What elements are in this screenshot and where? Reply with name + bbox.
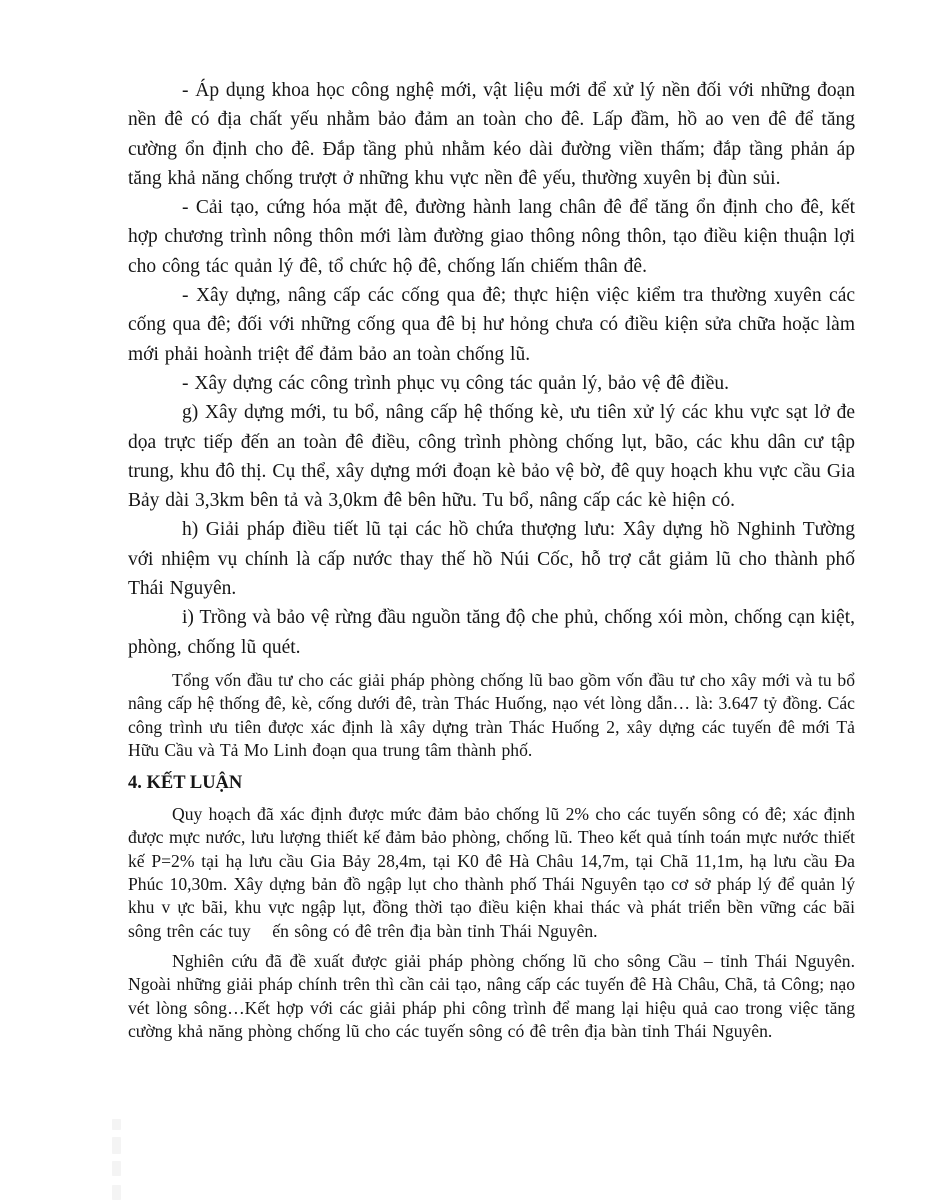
conclusion-heading: 4. KẾT LUẬN — [128, 773, 243, 794]
paragraph-sluice-upgrade: - Xây dựng, nâng cấp các cống qua đê; thực hiện việc kiểm tra thường xuyên các cống qua đê; đối với những cống qua đê bị hư hỏng chưa có điều kiện sửa chữa hoặc làm mới phải hoành triệt để đảm bảo an toàn chống lũ. — [128, 285, 855, 365]
paragraph-dike-surface-upgrade: - Cải tạo, cứng hóa mặt đê, đường hành lang chân đê để tăng ổn định cho đê, kết hợp chương trình nông thôn mới làm đường giao thông nông thôn, tạo điều kiện thuận lợi cho công tác quản lý đê, tổ chức hộ đê, chống lấn chiếm thân đê. — [128, 197, 855, 277]
scan-artifact-mark — [112, 1119, 121, 1130]
paragraph-conclusion-proposed-solutions: Nghiên cứu đã đề xuất được giải pháp phòng chống lũ cho sông Cầu – tỉnh Thái Nguyên. Ngoài những giải pháp chính trên thì cần cải tạo, nâng cấp các tuyến đê Hà Châu, Chã, tả Công; nạo vét lòng sông…Kết hợp với các giải pháp phi công trình để mang lại hiệu quả cao trong việc tăng cường khả năng phòng chống lũ cho các tuyến sông có đê trên địa bàn tỉnh Thái Nguyên. — [128, 950, 855, 1041]
paragraph-management-works: - Xây dựng các công trình phục vụ công tác quản lý, bảo vệ đê điều. — [182, 372, 730, 394]
paragraph-reservoir-regulation-h: h) Giải pháp điều tiết lũ tại các hồ chứa thượng lưu: Xây dựng hồ Nghinh Tường với nhiệm vụ chính là cấp nước thay thế hồ Núi Cốc, hỗ trợ cắt giảm lũ cho thành phố Thái Nguyên. — [128, 519, 855, 600]
scan-artifact-mark — [112, 1161, 121, 1176]
paragraph-forest-protection-i: i) Trồng và bảo vệ rừng đầu nguồn tăng độ che phủ, chống xói mòn, chống cạn kiệt, phòng, chống lũ quét. — [128, 607, 855, 658]
paragraph-total-investment: Tổng vốn đầu tư cho các giải pháp phòng chống lũ bao gồm vốn đầu tư cho xây mới và tu bổ nâng cấp hệ thống đê, kè, cống dưới đê, tràn Thác Huống, nạo vét lòng dẫn… là: 3.647 tỷ đồng. Các công trình ưu tiên được xác định là xây dựng tràn Thác Huống 2, xây dựng các tuyến đê mới Tả Hữu Cầu và Tả Mo Linh đoạn qua trung tâm thành phố. — [128, 669, 855, 760]
document-text-block — [128, 76, 855, 1043]
scan-artifact-marks — [112, 0, 122, 1200]
paragraph-foundation-treatment: - Áp dụng khoa học công nghệ mới, vật liệu mới để xử lý nền đối với những đoạn nền đê có địa chất yếu nhằm bảo đảm an toàn cho đê. Lấp đầm, hồ ao ven đê để tăng cường ổn định cho đê. Đắp tầng phủ nhằm kéo dài đường viền thấm; đắp tầng phản áp tăng khả năng chống trượt ở những khu vực nền đê yếu, thường xuyên bị đùn sủi. — [128, 80, 855, 189]
scan-artifact-mark — [112, 1185, 121, 1200]
paragraph-embankment-system-g: g) Xây dựng mới, tu bổ, nâng cấp hệ thống kè, ưu tiên xử lý các khu vực sạt lở đe dọa trực tiếp đến an toàn đê điều, công trình phòng chống lụt, bão, các khu dân cư tập trung, khu đô thị. Cụ thể, xây dựng mới đoạn kè bảo vệ bờ, đê quy hoạch khu vực cầu Gia Bảy dài 3,3km bên tả và 3,0km đê bên hữu. Tu bổ, nâng cấp các kè hiện có. — [128, 402, 855, 512]
scan-artifact-mark — [112, 1137, 121, 1154]
paragraph-conclusion-planning-results: Quy hoạch đã xác định được mức đảm bảo chống lũ 2% cho các tuyến sông có đê; xác định được mực nước, lưu lượng thiết kế đảm bảo phòng, chống lũ. Theo kết quả tính toán mực nước thiết kế P=2% tại hạ lưu cầu Gia Bảy 28,4m, tại K0 đê Hà Châu 14,7m, tại Chã 11,1m, hạ lưu cầu Đa Phúc 10,30m. Xây dựng bản đồ ngập lụt cho thành phố Thái Nguyên tạo cơ sở pháp lý để quản lý khu v ực bãi, khu vực ngập lụt, đồng thời tạo điều kiện khai thác và phát triển bền vững các bãi sông trên các tuy ến sông có đê trên địa bàn tỉnh Thái Nguyên. — [128, 804, 855, 941]
